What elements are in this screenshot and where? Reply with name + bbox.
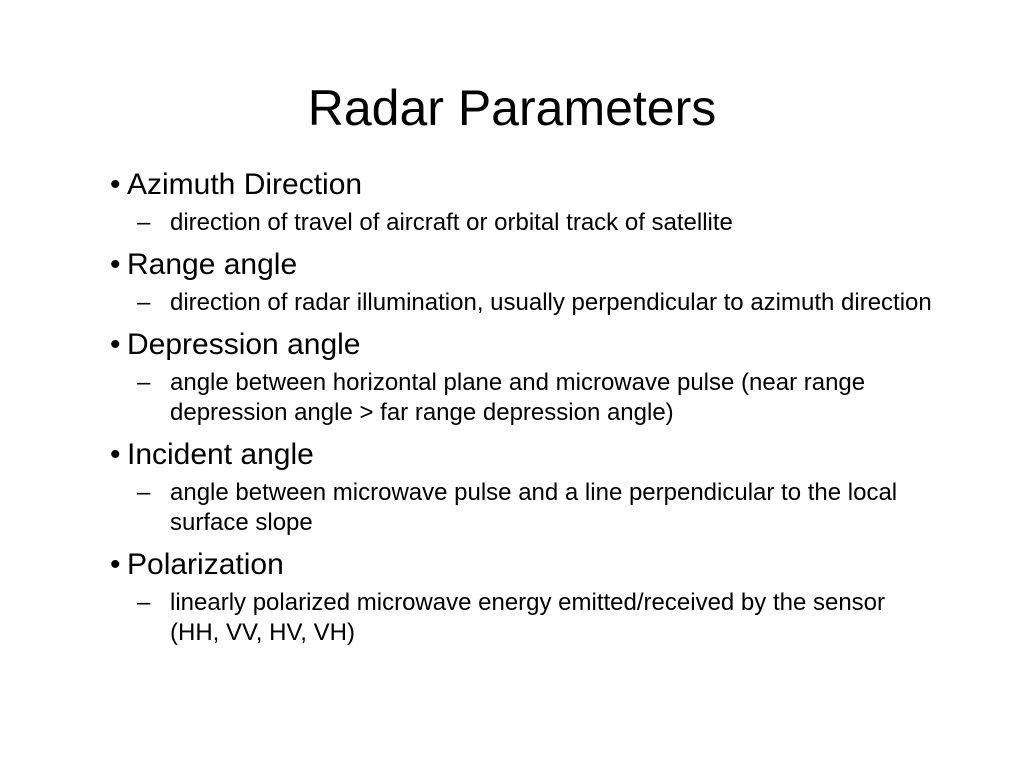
sub-item <box>137 288 940 318</box>
sub-list <box>110 208 940 238</box>
sub-item-text: angle between microwave pulse and a line perpendicular to the local surface slope <box>170 479 898 536</box>
bullet-marker: • <box>110 168 121 201</box>
sub-item-text: linearly polarized microwave energy emitted/received by the sensor (HH, VV, HV, VH) <box>170 589 886 646</box>
sub-item <box>137 588 940 648</box>
bullet-heading: Incident angle <box>127 438 314 471</box>
sub-item <box>137 478 940 538</box>
sub-item <box>137 368 940 428</box>
sub-item-text: angle between horizontal plane and microwave pulse (near range depression angle > far range depression angle) <box>170 369 866 426</box>
bullet-item-range-angle <box>110 246 940 318</box>
sub-list <box>110 368 940 428</box>
bullet-list <box>110 166 940 656</box>
bullet-marker: • <box>110 548 121 581</box>
bullet-item-incident-angle <box>110 436 940 538</box>
bullet-marker: • <box>110 328 121 361</box>
sub-item-text: direction of travel of aircraft or orbital track of satellite <box>170 209 733 236</box>
bullet-item-polarization <box>110 546 940 648</box>
sub-list <box>110 478 940 538</box>
slide-title: Radar Parameters <box>307 80 717 136</box>
sub-marker: – <box>137 479 151 506</box>
bullet-item-azimuth-direction <box>110 166 940 238</box>
sub-list <box>110 588 940 648</box>
bullet-heading: Polarization <box>127 548 284 581</box>
bullet-marker: • <box>110 438 121 471</box>
sub-marker: – <box>137 209 151 236</box>
sub-list <box>110 288 940 318</box>
sub-marker: – <box>137 289 151 316</box>
bullet-heading: Range angle <box>127 248 298 281</box>
sub-item-text: direction of radar illumination, usually perpendicular to azimuth direction <box>170 289 932 316</box>
sub-marker: – <box>137 589 151 616</box>
bullet-item-depression-angle <box>110 326 940 428</box>
bullet-marker: • <box>110 248 121 281</box>
bullet-heading: Depression angle <box>127 328 361 361</box>
sub-item <box>137 208 940 238</box>
bullet-heading: Azimuth Direction <box>127 168 363 201</box>
sub-marker: – <box>137 369 151 396</box>
